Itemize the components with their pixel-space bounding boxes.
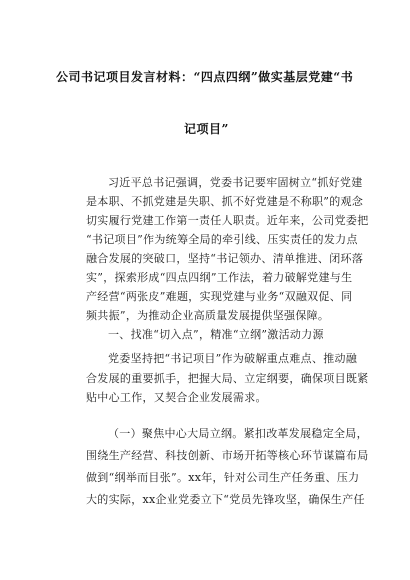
paragraph-1-line-3: 切实履行党建工作第一责任人职责。近年来，公司党委把 (86, 214, 369, 227)
paragraph-2-line-1: 党委坚持把“书记项目”作为破解重点难点、推动融 (108, 352, 358, 365)
document-title-line-1: 公司书记项目发言材料：“四点四纲”做实基层党建“书 (56, 70, 354, 84)
paragraph-3-line-3: 做到“纲举而目张”。xx年，针对公司生产任务重、压力 (86, 471, 360, 484)
paragraph-1-line-1: 习近平总书记强调，党委书记要牢固树立“抓好党建 (108, 176, 363, 189)
paragraph-3-line-2: 围绕生产经营、科技创新、市场开拓等核心环节谋篇布局 (86, 449, 369, 462)
paragraph-2-line-3: 贴中心工作，又契合企业发展需求。 (86, 391, 267, 404)
paragraph-2-line-2: 合发展的重要抓手，把握大局、立定纲要，确保项目既紧 (86, 372, 369, 385)
paragraph-1-line-7: 产经营“两张皮”难题，实现党建与业务“双融双促、同 (86, 290, 353, 303)
paragraph-1-line-2: 是本职、不抓党建是失职、抓不好党建是不称职”的观念 (86, 195, 364, 208)
section-heading-1: 一、找准“切入点”，精准“立纲”激活动力源 (108, 328, 324, 341)
paragraph-1-line-6: 实”，探索形成“四点四纲”工作法，着力破解党建与生 (86, 271, 353, 284)
document-title-line-2: 记项目” (184, 122, 229, 136)
paragraph-1-line-4: “书记项目”作为统筹全局的牵引线、压实责任的发力点 (86, 233, 358, 246)
paragraph-1-line-5: 融合发展的突破口，坚持“书记领办、清单推进、闭环落 (86, 252, 364, 265)
paragraph-3-line-4: 大的实际，xx企业党委立下“党员先锋攻坚，确保生产任 (86, 493, 365, 506)
paragraph-3-line-1: （一）聚焦中心大局立纲。紧扣改革发展稳定全局， (108, 427, 368, 440)
paragraph-1-line-8: 频共振”，为推动企业高质量发展提供坚强保障。 (86, 309, 330, 322)
